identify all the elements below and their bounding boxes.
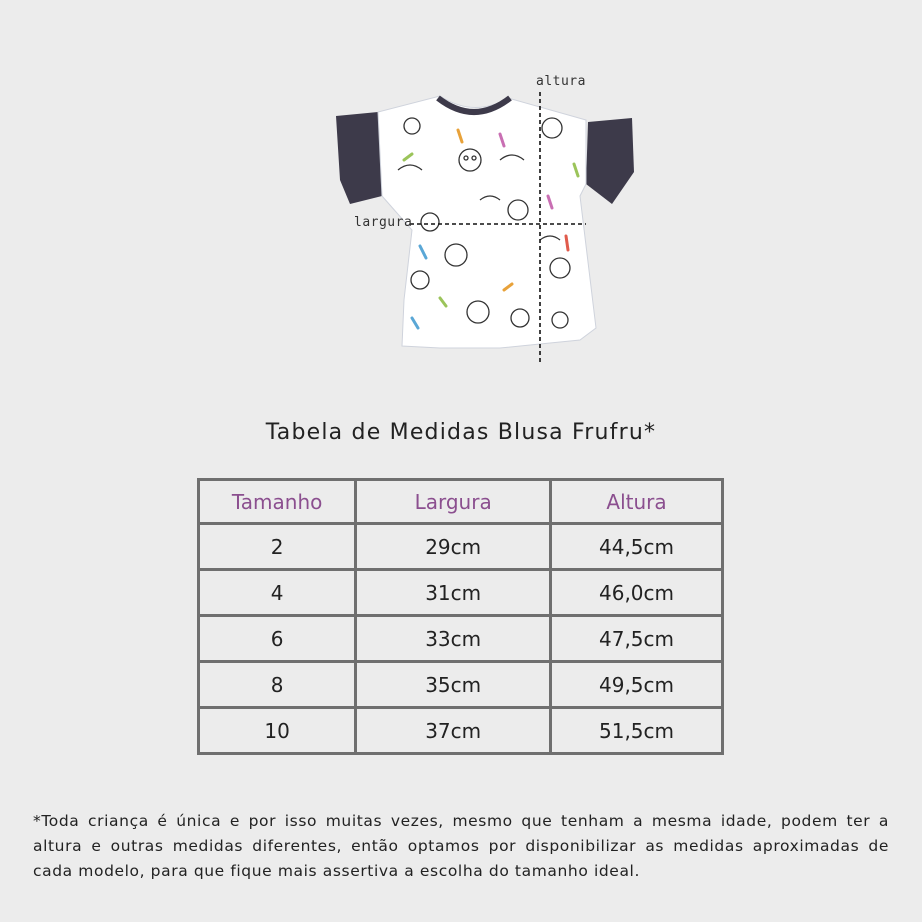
cell-height: 51,5cm bbox=[551, 708, 723, 754]
header-size: Tamanho bbox=[199, 480, 356, 524]
cell-size: 4 bbox=[199, 570, 356, 616]
right-sleeve bbox=[586, 118, 634, 204]
cell-width: 37cm bbox=[356, 708, 551, 754]
table-row bbox=[199, 570, 723, 616]
height-measure-label: altura bbox=[536, 74, 586, 89]
page-title: Tabela de Medidas Blusa Frufru* bbox=[265, 420, 657, 445]
cell-size: 8 bbox=[199, 662, 356, 708]
header-height: Altura bbox=[551, 480, 723, 524]
header-width: Largura bbox=[356, 480, 551, 524]
footnote: *Toda criança é única e por isso muitas vezes, mesmo que tenham a mesma idade, podem ter a altura e outras medidas diferentes, então optamos por disponibilizar as medidas aproximadas de cada modelo, para que fique mais assertiva a escolha do tamanho ideal. bbox=[33, 812, 889, 880]
blouse-illustration bbox=[0, 0, 922, 380]
cell-width: 31cm bbox=[356, 570, 551, 616]
cell-height: 44,5cm bbox=[551, 524, 723, 570]
width-measure-label: largura bbox=[354, 215, 413, 230]
left-sleeve bbox=[336, 112, 382, 204]
cell-size: 6 bbox=[199, 616, 356, 662]
cell-height: 49,5cm bbox=[551, 662, 723, 708]
cell-size: 2 bbox=[199, 524, 356, 570]
cell-width: 29cm bbox=[356, 524, 551, 570]
table-row bbox=[199, 616, 723, 662]
cell-width: 33cm bbox=[356, 616, 551, 662]
cell-width: 35cm bbox=[356, 662, 551, 708]
cell-height: 47,5cm bbox=[551, 616, 723, 662]
size-table bbox=[197, 478, 724, 755]
cell-height: 46,0cm bbox=[551, 570, 723, 616]
table-row bbox=[199, 524, 723, 570]
table-row bbox=[199, 708, 723, 754]
table-header-row bbox=[199, 480, 723, 524]
table-row bbox=[199, 662, 723, 708]
cell-size: 10 bbox=[199, 708, 356, 754]
